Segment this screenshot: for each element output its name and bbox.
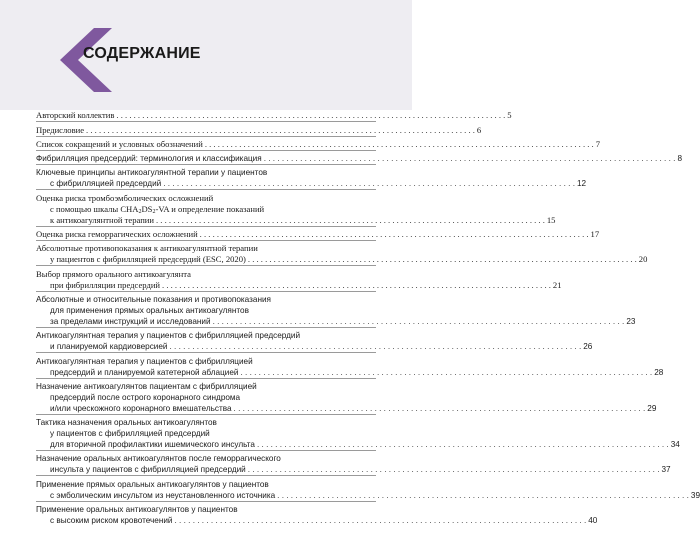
toc-entry-line <box>36 392 376 403</box>
toc-divider <box>36 475 376 476</box>
toc-leader-dots: . . . . . . . . . . . . . . . . . . . . . . . . . . . . . . . . . . . . . . . . . . . . . . . . . . . . . . . . . . . . . . . . . . . . . . . . . . . . . . . . . . . . . . . . . . . <box>240 367 653 377</box>
toc-page-number: 28 <box>654 367 664 377</box>
toc-entry[interactable] <box>36 243 648 265</box>
toc-leader-dots: . . . . . . . . . . . . . . . . . . . . . . . . . . . . . . . . . . . . . . . . . . . . . . . . . . . . . . . . . . . . . . . . . . . . . . . . . . . . . . . . . . . . . . . . . . . <box>247 465 660 475</box>
toc-text: Список сокращений и условных обозначений <box>36 138 203 149</box>
toc-page-number: 17 <box>590 229 600 240</box>
toc-entry-title <box>50 439 255 450</box>
toc-entry-title <box>50 280 160 291</box>
toc-entry-line <box>36 453 376 464</box>
toc-divider <box>36 265 376 266</box>
toc-page-number: 5 <box>507 110 512 121</box>
toc-entry-title <box>50 403 232 414</box>
toc-entry-line <box>36 193 376 204</box>
table-of-contents <box>36 108 700 526</box>
toc-entry-line <box>36 254 648 265</box>
toc-entry-line <box>36 124 482 136</box>
toc-entry-line <box>36 367 664 378</box>
toc-divider <box>36 327 376 328</box>
toc-entry-line <box>36 316 636 327</box>
toc-entry-title <box>50 204 264 214</box>
toc-entry-line <box>36 464 671 475</box>
toc-entry-title <box>36 168 267 177</box>
toc-entry-line <box>36 479 376 490</box>
toc-divider <box>36 121 376 122</box>
toc-entry-line <box>36 279 562 291</box>
toc-entry[interactable] <box>36 479 700 501</box>
toc-entry[interactable] <box>36 229 600 240</box>
toc-text: для вторичной профилактики ишемического инсульта <box>50 440 255 450</box>
toc-page-number: 23 <box>626 316 636 326</box>
toc-page-number: 21 <box>552 279 562 290</box>
toc-text: Применение прямых оральных антикоагулянтов у пациентов <box>36 479 269 489</box>
toc-entry-title <box>50 306 249 315</box>
toc-page-number: 20 <box>638 254 648 265</box>
toc-leader-dots: . . . . . . . . . . . . . . . . . . . . . . . . . . . . . . . . . . . . . . . . . . . . . . . . . . . . . . . . . . . . . . . . . . . . . . . . . . . . . . . . . . . . . . . . . . . <box>247 254 637 265</box>
toc-entry-line <box>36 294 376 305</box>
toc-text: предсердий после острого коронарного синдрома <box>50 392 241 402</box>
toc-entry-line <box>36 178 587 189</box>
toc-leader-dots: . . . . . . . . . . . . . . . . . . . . . . . . . . . . . . . . . . . . . . . . . . . . . . . . . . . . . . . . . . . . . . . . . . . . . . . . . . . . . . . . . . . . . . . . . . . <box>86 124 475 135</box>
toc-entry-line <box>36 138 600 150</box>
toc-divider <box>36 164 376 165</box>
toc-text: Предисловие <box>36 124 85 135</box>
toc-divider <box>36 378 376 379</box>
toc-divider <box>36 352 376 353</box>
toc-entry-title <box>36 243 258 253</box>
toc-entry[interactable] <box>36 192 556 226</box>
toc-leader-dots: . . . . . . . . . . . . . . . . . . . . . . . . . . . . . . . . . . . . . . . . . . . . . . . . . . . . . . . . . . . . . . . . . . . . . . . . . . . . . . . . . . . . . . . . . . . <box>163 179 575 189</box>
toc-page-number: 39 <box>690 490 700 500</box>
toc-entry[interactable] <box>36 504 598 526</box>
toc-entry-line <box>36 269 376 280</box>
toc-entry-line <box>36 439 680 450</box>
toc-text: у пациентов с фибрилляцией предсердий <box>50 429 210 439</box>
toc-entry-line <box>36 504 376 515</box>
toc-text: при фибрилляции предсердий <box>50 279 161 290</box>
toc-text: Тактика назначения оральных антикоагулянтов <box>36 418 217 428</box>
toc-leader-dots: . . . . . . . . . . . . . . . . . . . . . . . . . . . . . . . . . . . . . . . . . . . . . . . . . . . . . . . . . . . . . . . . . . . . . . . . . . . . . . . . . . . . . . . . . . . <box>204 138 594 149</box>
toc-text: у пациентов с фибрилляцией предсердий (ESC, 2020) <box>50 254 246 265</box>
toc-entry[interactable] <box>36 138 600 150</box>
toc-text: инсульта у пациентов с фибрилляцией предсердий <box>50 465 246 475</box>
toc-page-number: 6 <box>476 124 482 135</box>
toc-entry-title <box>36 139 203 150</box>
toc-page-number: 29 <box>647 403 657 413</box>
subscript: 2 <box>152 208 156 215</box>
toc-text: с эмболическим инсультом из неустановленного источника <box>50 490 276 500</box>
toc-entry-line <box>36 356 376 367</box>
toc-text: и планируемой кардиоверсией <box>50 342 168 352</box>
toc-text: Оценка риска геморрагических осложнений <box>36 229 198 240</box>
subscript: 2 <box>138 208 142 215</box>
toc-entry-line <box>36 341 593 352</box>
toc-text: предсердий и планируемой катетерной аблацией <box>50 367 239 377</box>
toc-divider <box>36 136 376 137</box>
toc-text: Абсолютные и относительные показания и противопоказания <box>36 294 271 304</box>
toc-text: Абсолютные противопоказания к антикоагулянтной терапии <box>36 243 258 254</box>
toc-leader-dots: . . . . . . . . . . . . . . . . . . . . . . . . . . . . . . . . . . . . . . . . . . . . . . . . . . . . . . . . . . . . . . . . . . . . . . . . . . . . . . . . . . . . . . . . . . . <box>263 154 676 164</box>
toc-text: Выбор прямого орального антикоагулянта <box>36 268 191 279</box>
toc-entry-line <box>36 214 556 226</box>
toc-entry-title <box>36 382 257 391</box>
toc-leader-dots: . . . . . . . . . . . . . . . . . . . . . . . . . . . . . . . . . . . . . . . . . . . . . . . . . . . . . . . . . . . . . . . . . . . . . . . . . . . . . . . . . . . . . . . . . . . <box>174 516 587 526</box>
toc-entry[interactable] <box>36 153 682 164</box>
toc-leader-dots: . . . . . . . . . . . . . . . . . . . . . . . . . . . . . . . . . . . . . . . . . . . . . . . . . . . . . . . . . . . . . . . . . . . . . . . . . . . . . . . . . . . . . . . . . . . <box>169 342 582 352</box>
toc-page-number: 40 <box>588 516 598 526</box>
toc-entry-title <box>50 254 246 265</box>
toc-text: с помощью шкалы <box>50 203 121 214</box>
toc-text: с фибрилляцией предсердий <box>50 179 162 189</box>
toc-entry-title <box>36 125 84 136</box>
toc-entry-line <box>36 153 682 164</box>
toc-text: с высоким риском кровотечений <box>50 516 173 526</box>
toc-entry-title <box>36 193 213 203</box>
toc-text: Авторский коллектив <box>36 110 115 121</box>
toc-leader-dots: . . . . . . . . . . . . . . . . . . . . . . . . . . . . . . . . . . . . . . . . . . . . . . . . . . . . . . . . . . . . . . . . . . . . . . . . . . . . . . . . . . . . . . . . . . . <box>277 490 689 500</box>
toc-entry-title <box>36 480 269 489</box>
toc-entry-title <box>36 229 198 240</box>
toc-leader-dots: . . . . . . . . . . . . . . . . . . . . . . . . . . . . . . . . . . . . . . . . . . . . . . . . . . . . . . . . . . . . . . . . . . . . . . . . . . . . . . . . . . . . . . . . . . . <box>233 403 646 413</box>
toc-entry-title <box>50 367 238 378</box>
header <box>0 0 412 110</box>
toc-entry-title <box>36 331 300 340</box>
toc-entry-line <box>36 330 376 341</box>
toc-entry-line <box>36 243 376 254</box>
toc-divider <box>36 501 376 502</box>
toc-text: для применения прямых оральных антикоагулянтов <box>50 305 249 315</box>
toc-entry-title <box>50 341 168 352</box>
toc-entry-title <box>36 110 114 121</box>
toc-entry[interactable] <box>36 167 587 189</box>
toc-text: CHA <box>120 203 139 214</box>
toc-text: Оценка риска тромбоэмболических осложнений <box>36 192 214 203</box>
toc-page-number: 15 <box>546 214 556 225</box>
toc-entry-title <box>50 464 246 475</box>
toc-leader-dots: . . . . . . . . . . . . . . . . . . . . . . . . . . . . . . . . . . . . . . . . . . . . . . . . . . . . . . . . . . . . . . . . . . . . . . . . . . . . . . . . . . . . . . . . . . . <box>199 229 589 240</box>
toc-leader-dots: . . . . . . . . . . . . . . . . . . . . . . . . . . . . . . . . . . . . . . . . . . . . . . . . . . . . . . . . . . . . . . . . . . . . . . . . . . . . . . . . . . . . . . . . . . . <box>116 110 506 121</box>
toc-text: DS <box>141 203 153 214</box>
toc-leader-dots: . . . . . . . . . . . . . . . . . . . . . . . . . . . . . . . . . . . . . . . . . . . . . . . . . . . . . . . . . . . . . . . . . . . . . . . . . . . . . . . . . . . . . . . . . . . <box>256 440 669 450</box>
toc-entry-title <box>50 490 275 501</box>
toc-entry-title <box>36 357 253 366</box>
toc-divider <box>36 450 376 451</box>
toc-entry-line <box>36 515 598 526</box>
toc-entry[interactable] <box>36 453 671 475</box>
toc-entry-title <box>36 505 238 514</box>
toc-entry[interactable] <box>36 268 562 291</box>
toc-page-number: 37 <box>661 465 671 475</box>
toc-text: Назначение антикоагулянтов пациентам с фибрилляцией <box>36 381 257 391</box>
toc-page-number: 12 <box>576 179 587 189</box>
toc-entry[interactable] <box>36 110 512 121</box>
toc-entry[interactable] <box>36 124 482 136</box>
toc-text: Антикоагулянтная терапия у пациентов с фибрилляцией <box>36 356 253 366</box>
toc-entry[interactable] <box>36 330 593 352</box>
toc-entry-title <box>36 418 217 427</box>
toc-page-number: 34 <box>670 440 680 450</box>
toc-divider <box>36 291 376 292</box>
toc-divider <box>36 240 376 241</box>
toc-leader-dots: . . . . . . . . . . . . . . . . . . . . . . . . . . . . . . . . . . . . . . . . . . . . . . . . . . . . . . . . . . . . . . . . . . . . . . . . . . . . . . . . . . . . . . . . . . . <box>156 214 545 225</box>
toc-entry[interactable] <box>36 356 664 378</box>
toc-entry-title <box>36 269 191 279</box>
toc-entry-line <box>36 428 376 439</box>
toc-entry-title <box>50 515 173 526</box>
toc-page-number: 26 <box>583 342 593 352</box>
toc-entry-title <box>36 454 281 463</box>
toc-text: Назначение оральных антикоагулянтов после геморрагического <box>36 454 281 464</box>
toc-page-number: 7 <box>595 138 600 149</box>
toc-entry-title <box>50 316 211 327</box>
toc-entry-title <box>50 215 154 226</box>
toc-entry-line <box>36 490 700 501</box>
toc-entry[interactable] <box>36 417 680 450</box>
toc-text: и/или чрескожного коронарного вмешательства <box>50 403 232 413</box>
toc-text: Антикоагулянтная терапия у пациентов с фибрилляцией предсердий <box>36 331 301 341</box>
toc-divider <box>36 150 376 151</box>
toc-entry-line <box>36 403 657 414</box>
toc-entry[interactable] <box>36 381 657 414</box>
toc-entry-line <box>36 167 376 178</box>
toc-entry-line <box>36 381 376 392</box>
toc-text: за пределами инструкций и исследований <box>50 316 211 326</box>
toc-entry-title <box>50 429 210 438</box>
toc-divider <box>36 189 376 190</box>
toc-divider <box>36 414 376 415</box>
toc-entry-line <box>36 417 376 428</box>
toc-text: Применение оральных антикоагулянтов у пациентов <box>36 505 238 515</box>
toc-entry-line <box>36 229 600 240</box>
toc-page-number: 8 <box>677 154 682 164</box>
toc-text: Ключевые принципы антикоагулянтной терапии у пациентов <box>36 168 268 178</box>
toc-entry-title <box>50 393 240 402</box>
toc-entry-title <box>50 178 161 189</box>
toc-entry-title <box>36 295 271 304</box>
toc-entry-title <box>36 153 262 164</box>
toc-divider <box>36 226 376 227</box>
toc-text: к антикоагулянтной терапии <box>50 214 154 225</box>
toc-text: -VA и определение показаний <box>155 203 265 214</box>
toc-text: Фибрилляция предсердий: терминология и классификация <box>36 154 262 164</box>
toc-entry-line <box>36 110 512 121</box>
toc-leader-dots: . . . . . . . . . . . . . . . . . . . . . . . . . . . . . . . . . . . . . . . . . . . . . . . . . . . . . . . . . . . . . . . . . . . . . . . . . . . . . . . . . . . . . . . . . . . <box>162 279 551 290</box>
page-title: СОДЕРЖАНИЕ <box>83 45 201 62</box>
toc-entry-line <box>36 204 376 215</box>
toc-entry[interactable] <box>36 294 636 327</box>
toc-entry-line <box>36 305 376 316</box>
toc-leader-dots: . . . . . . . . . . . . . . . . . . . . . . . . . . . . . . . . . . . . . . . . . . . . . . . . . . . . . . . . . . . . . . . . . . . . . . . . . . . . . . . . . . . . . . . . . . . <box>212 316 625 326</box>
